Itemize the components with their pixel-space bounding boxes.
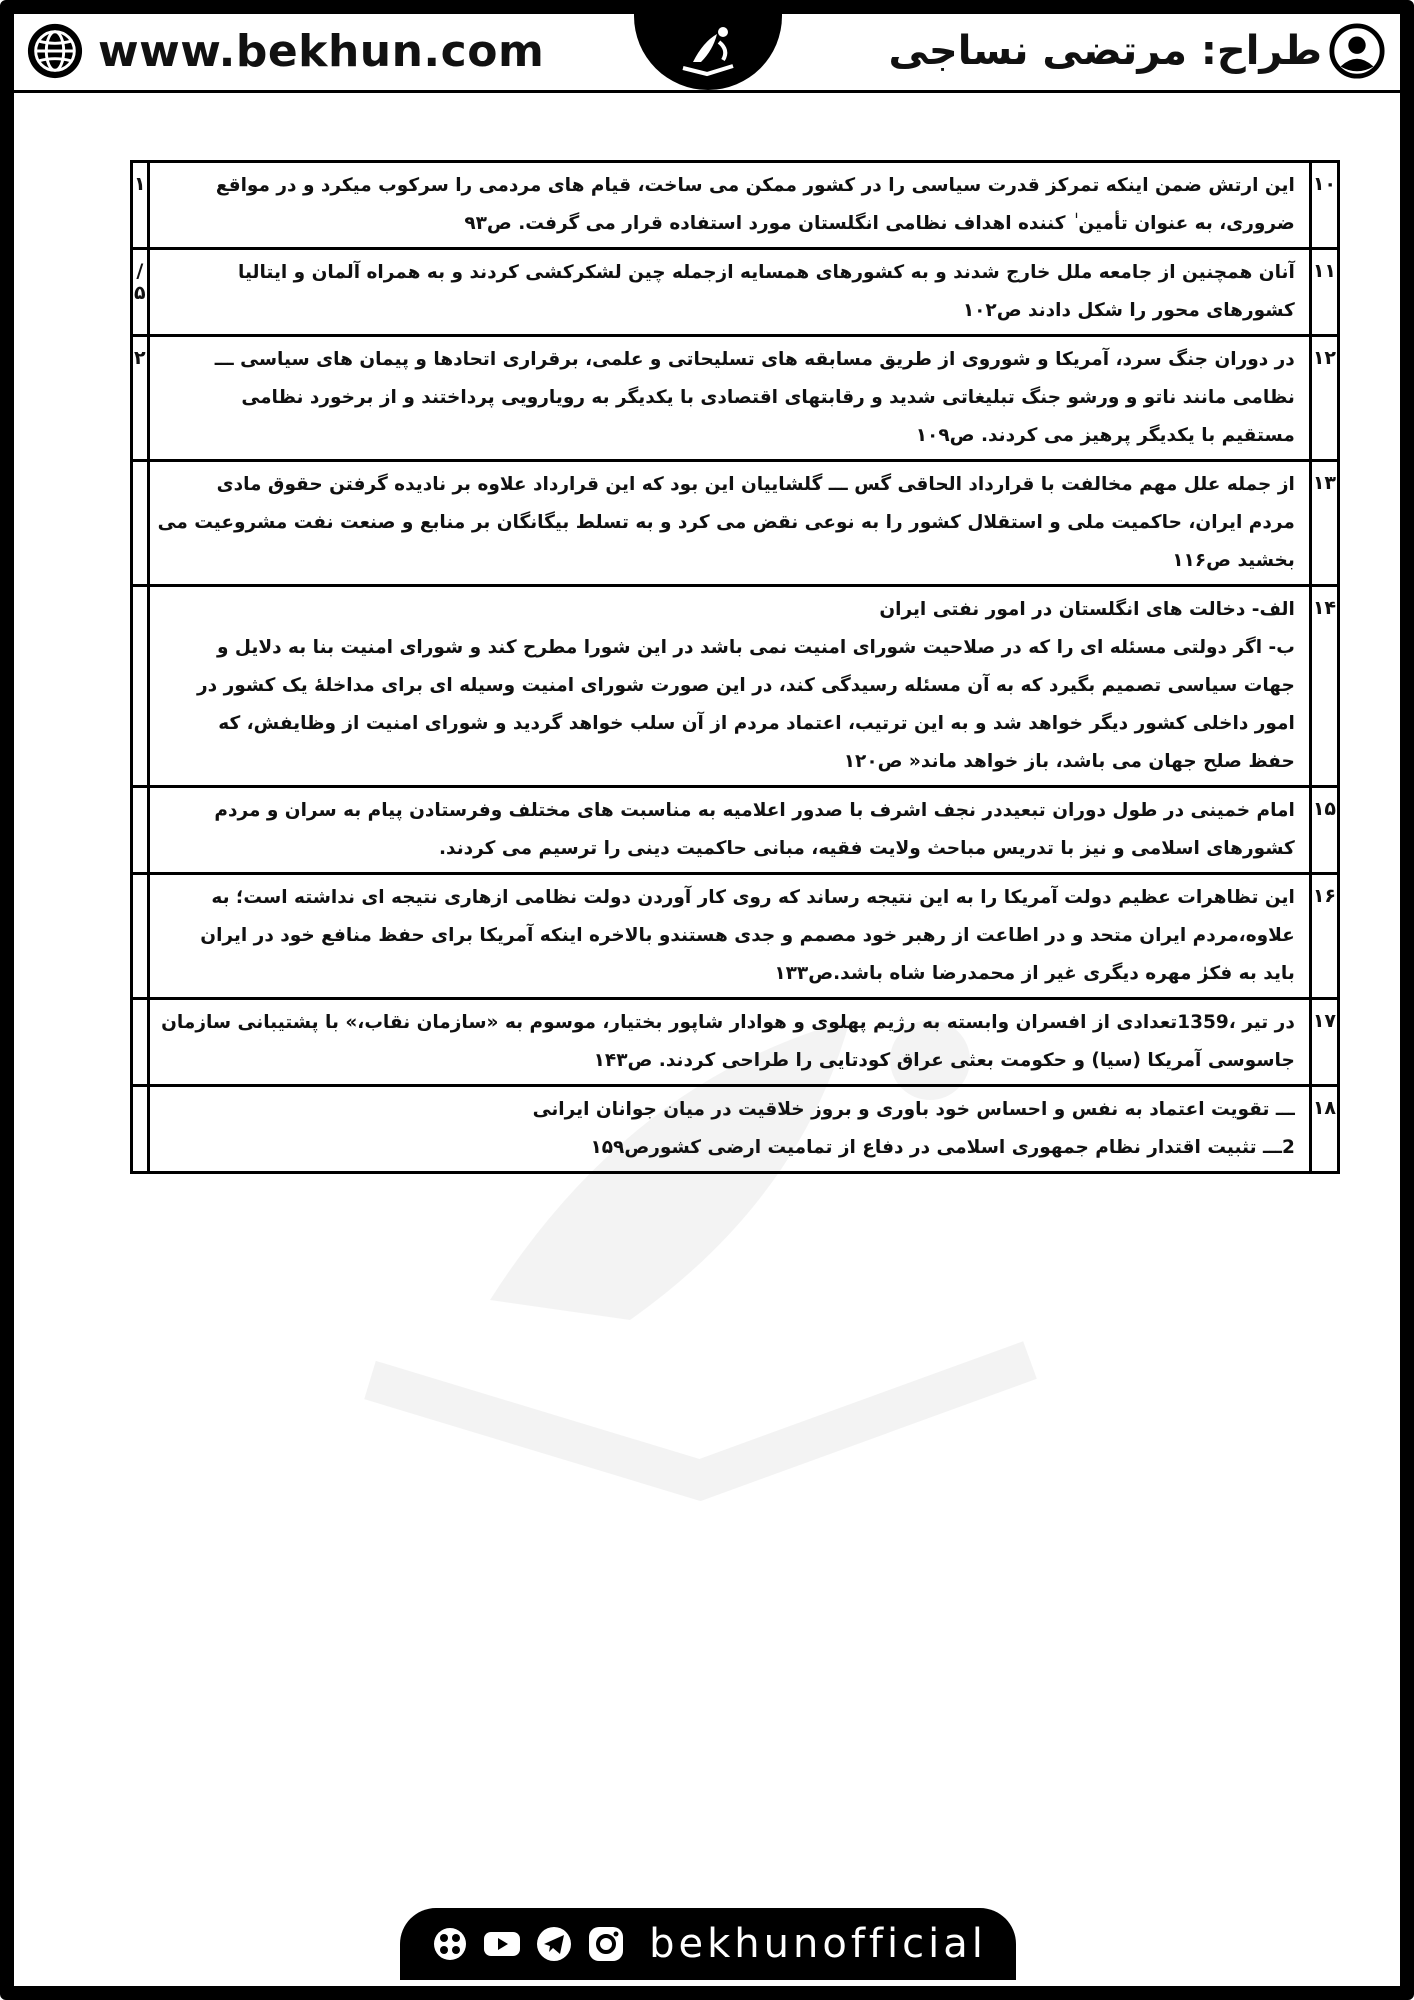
answer-row bbox=[132, 787, 1339, 874]
answer-score bbox=[132, 787, 149, 874]
answer-score: ۱ bbox=[132, 162, 149, 249]
answer-text bbox=[148, 336, 1310, 461]
answer-score bbox=[132, 874, 149, 999]
website-url: www.bekhun.com bbox=[98, 25, 545, 77]
question-number: ۱۱ bbox=[1310, 249, 1338, 336]
answer-row bbox=[132, 1086, 1339, 1173]
user-icon bbox=[1328, 22, 1386, 80]
answer-line: علاوه،مردم ایران متحد و در اطاعت از رهبر خود مصمم و جدی هستندو بالاخره اینکه آمریکا برای حفظ منافع خود در ایران bbox=[200, 925, 1295, 946]
answer-line: این ارتش ضمن اینکه تمرکز قدرت سیاسی را در کشور ممکن می ساخت، قیام های مردمی را سرکوب میکرد و در مواقع bbox=[215, 175, 1295, 196]
question-number: ۱۶ bbox=[1310, 874, 1338, 999]
answer-line: مردم ایران، حاکمیت ملی و استقلال کشور را به نوعی نقض می کرد و به تسلط بیگانگان بر منابع و صنعت نفت مشروعیت می bbox=[157, 512, 1295, 533]
answer-line: در دوران جنگ سرد، آمریکا و شوروی از طریق مسابقه های تسلیحاتی و علمی، برقراری اتحادها و پیمان های سیاسی ـــ bbox=[214, 349, 1295, 370]
question-number: ۱۵ bbox=[1310, 787, 1338, 874]
answer-score bbox=[132, 461, 149, 586]
answer-text bbox=[148, 249, 1310, 336]
bekhun-logo-icon bbox=[673, 22, 743, 82]
answer-row bbox=[132, 461, 1339, 586]
answer-score bbox=[132, 1086, 149, 1173]
answer-score: ۲ bbox=[132, 336, 149, 461]
answer-score bbox=[132, 586, 149, 787]
social-handle[interactable]: bekhunofficial bbox=[649, 1921, 987, 1967]
answer-text bbox=[148, 999, 1310, 1086]
answer-line: جهات سیاسی تصمیم بگیرد که به آن مسئله رسیدگی کند، در این صورت شورای امنیت وسیله ای برای مداخلۀ یک کشور در bbox=[196, 675, 1295, 696]
question-number: ۱۴ bbox=[1310, 586, 1338, 787]
answer-line: 2ـــ تثبیت اقتدار نظام جمهوری اسلامی در دفاع از تمامیت ارضی کشورص۱۵۹ bbox=[590, 1137, 1295, 1158]
telegram-icon[interactable] bbox=[533, 1923, 575, 1965]
answer-text bbox=[148, 1086, 1310, 1173]
answer-row bbox=[132, 999, 1339, 1086]
answer-line: کشورهای محور را شکل دادند ص۱۰۲ bbox=[962, 300, 1295, 321]
website-link[interactable] bbox=[26, 22, 544, 80]
answer-line: این تظاهرات عظیم دولت آمریکا را به این نتیجه رساند که روی کار آوردن دولت نظامی ازهاری نتیجه ای نداشته است؛ به bbox=[211, 887, 1295, 908]
answer-row bbox=[132, 336, 1339, 461]
question-number: ۱۷ bbox=[1310, 999, 1338, 1086]
answer-row bbox=[132, 162, 1339, 249]
answer-line: مستقیم با یکدیگر پرهیز می کردند. ص۱۰۹ bbox=[915, 425, 1295, 446]
answer-row bbox=[132, 249, 1339, 336]
answer-text bbox=[148, 874, 1310, 999]
answer-line: الف- دخالت های انگلستان در امور نفتی ایران bbox=[879, 599, 1295, 620]
aparat-icon[interactable] bbox=[429, 1923, 471, 1965]
answer-line: در تیر ،1359تعدادی از افسران وابسته به رژیم پهلوی و هوادار شاپور بختیار، موسوم به «سازمان نقاب،» با پشتیبانی سازمان bbox=[161, 1012, 1295, 1033]
answer-line: جاسوسی آمریکا (سیا) و حکومت بعثی عراق کودتایی را طراحی کردند. ص۱۴۳ bbox=[593, 1050, 1295, 1071]
answer-line: باید به فکرٰ مهره دیگری غیر از محمدرضا شاه باشد.ص۱۳۳ bbox=[774, 963, 1295, 984]
answer-score: /۵ bbox=[132, 249, 149, 336]
globe-icon bbox=[26, 22, 84, 80]
answer-line: ب- اگر دولتی مسئله ای را که در صلاحیت شورای امنیت نمی باشد در این شورا مطرح کند و شورای امنیت بنا به دلایل و bbox=[216, 637, 1295, 658]
answer-line: امام خمینی در طول دوران تبعیددر نجف اشرف با صدور اعلامیه به مناسبت های مختلف وفرستادن پیام به سران و مردم bbox=[214, 800, 1295, 821]
question-number: ۱۲ bbox=[1310, 336, 1338, 461]
designer-name: طراح: مرتضی نساجی bbox=[888, 28, 1322, 74]
question-number: ۱۰ bbox=[1310, 162, 1338, 249]
answer-line: امور داخلی کشور دیگر خواهد شد و به این ترتیب، اعتماد مردم از آن سلب خواهد گردید و شورای امنیت از وظایفش، که bbox=[218, 713, 1295, 734]
answer-text bbox=[148, 461, 1310, 586]
instagram-icon[interactable] bbox=[585, 1923, 627, 1965]
answer-line: ضروری، به عنوان تأمین ٰ کننده اهداف نظامی انگلستان مورد استفاده قرار می گرفت. ص۹۳ bbox=[464, 213, 1295, 234]
answer-line: بخشید ص۱۱۶ bbox=[1172, 550, 1295, 571]
answers-table bbox=[130, 160, 1340, 1174]
youtube-icon[interactable] bbox=[481, 1923, 523, 1965]
answer-line: کشورهای اسلامی و نیز با تدریس مباحث ولایت فقیه، مبانی حاکمیت دینی را ترسیم می کردند. bbox=[439, 838, 1295, 859]
answer-text bbox=[148, 162, 1310, 249]
answer-row bbox=[132, 874, 1339, 999]
answer-text bbox=[148, 586, 1310, 787]
answer-line: آنان همچنین از جامعه ملل خارج شدند و به کشورهای همسایه ازجمله چین لشکرکشی کردند و به همراه آلمان و ایتالیا bbox=[238, 262, 1295, 283]
answer-line: نظامی مانند ناتو و ورشو جنگ تبلیغاتی شدید و رقابتهای اقتصادی با یکدیگر به رویارویی پرداختند و از برخورد نظامی bbox=[241, 387, 1295, 408]
answer-line: ـــ تقویت اعتماد به نفس و احساس خود باوری و بروز خلاقیت در میان جوانان ایرانی bbox=[532, 1099, 1295, 1120]
social-footer bbox=[400, 1908, 1016, 1980]
question-number: ۱۳ bbox=[1310, 461, 1338, 586]
answer-row bbox=[132, 586, 1339, 787]
answer-text bbox=[148, 787, 1310, 874]
answer-line: از جمله علل مهم مخالفت با قرارداد الحاقی گس ـــ گلشاییان این بود که این قرارداد علاوه بر نادیده گرفتن حقوق مادی bbox=[216, 474, 1295, 495]
answer-score bbox=[132, 999, 149, 1086]
question-number: ۱۸ bbox=[1310, 1086, 1338, 1173]
designer-credit bbox=[888, 22, 1386, 80]
answer-line: حفظ صلح جهان می باشد، باز خواهد ماند« ص۱۲۰ bbox=[843, 751, 1295, 772]
